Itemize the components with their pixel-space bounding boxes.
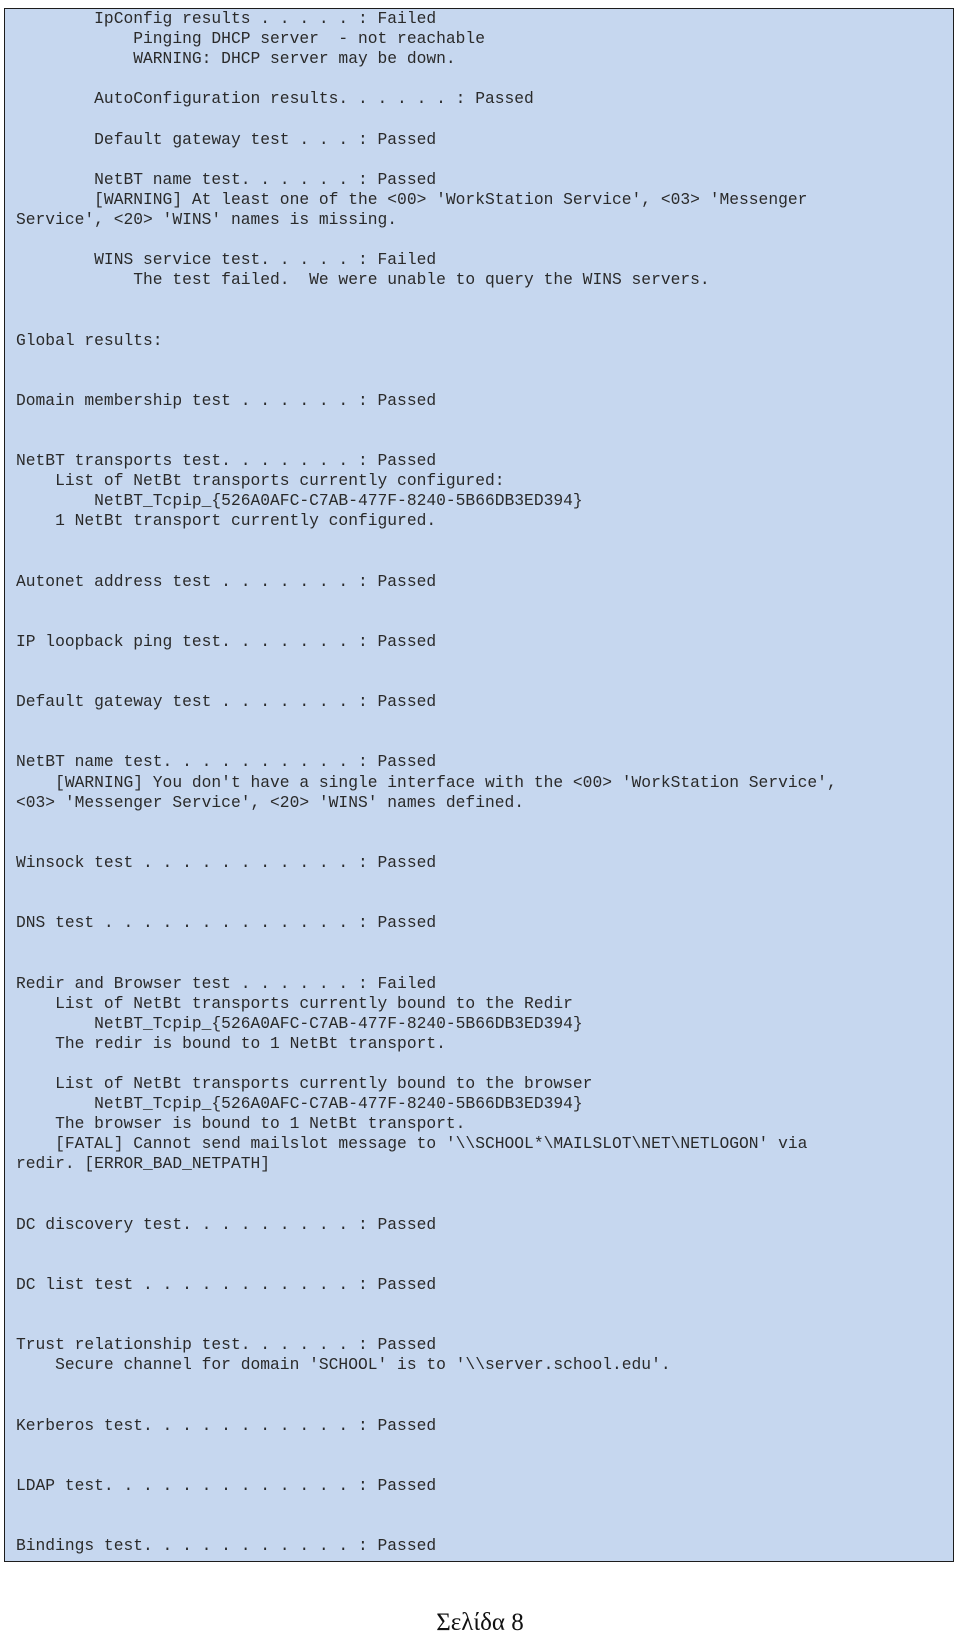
console-line xyxy=(16,371,953,391)
console-line: Autonet address test . . . . . . . : Passed xyxy=(16,571,437,591)
console-line: Service', <20> 'WINS' names is missing. xyxy=(16,209,398,229)
console-line xyxy=(16,1235,953,1255)
console-line: Domain membership test . . . . . . : Passed xyxy=(16,390,437,410)
console-line: DNS test . . . . . . . . . . . . . : Passed xyxy=(16,913,437,933)
console-line xyxy=(16,1295,953,1315)
console-line: Default gateway test . . . . . . . : Passed xyxy=(16,692,437,712)
console-line: LDAP test. . . . . . . . . . . . . : Passed xyxy=(16,1475,437,1495)
console-line: NetBT_Tcpip_{526A0AFC-C7AB-477F-8240-5B66DB3ED394} xyxy=(16,1094,583,1114)
console-line: WINS service test. . . . . : Failed xyxy=(16,250,437,270)
console-line: The redir is bound to 1 NetBt transport. xyxy=(16,1033,446,1053)
console-output-box xyxy=(4,8,954,1562)
console-line xyxy=(16,1315,953,1335)
console-line xyxy=(16,933,953,953)
console-line xyxy=(16,109,953,129)
console-line xyxy=(16,230,953,250)
console-line: Global results: xyxy=(16,330,163,350)
console-line xyxy=(16,431,953,451)
console-line xyxy=(16,150,953,170)
console-line: Default gateway test . . . : Passed xyxy=(16,129,437,149)
page-number: Σελίδα 8 xyxy=(436,1609,524,1636)
console-line xyxy=(16,1255,953,1275)
console-line xyxy=(16,592,953,612)
console-line: List of NetBt transports currently bound to the Redir xyxy=(16,993,573,1013)
console-line xyxy=(16,1375,953,1395)
console-line xyxy=(16,1496,953,1516)
console-line: Secure channel for domain 'SCHOOL' is to '\\server.school.edu'. xyxy=(16,1355,671,1375)
console-line: Bindings test. . . . . . . . . . . : Passed xyxy=(16,1536,437,1556)
console-line: Pinging DHCP server - not reachable xyxy=(16,29,485,49)
console-line: Trust relationship test. . . . . . : Passed xyxy=(16,1335,437,1355)
console-output-text xyxy=(5,9,953,1556)
console-line xyxy=(16,893,953,913)
console-line: NetBT name test. . . . . . : Passed xyxy=(16,169,437,189)
console-line: Redir and Browser test . . . . . . : Failed xyxy=(16,973,437,993)
console-line: DC list test . . . . . . . . . . . : Passed xyxy=(16,1274,437,1294)
console-line: IpConfig results . . . . . : Failed xyxy=(16,9,437,28)
console-line: IP loopback ping test. . . . . . . : Passed xyxy=(16,631,437,651)
console-line: <03> 'Messenger Service', <20> 'WINS' names defined. xyxy=(16,792,525,812)
console-line: Kerberos test. . . . . . . . . . . : Passed xyxy=(16,1415,437,1435)
console-line: NetBT_Tcpip_{526A0AFC-C7AB-477F-8240-5B66DB3ED394} xyxy=(16,1013,583,1033)
console-line: The test failed. We were unable to query the WINS servers. xyxy=(16,270,710,290)
console-line xyxy=(16,672,953,692)
console-line: [FATAL] Cannot send mailslot message to '\\SCHOOL*\MAILSLOT\NET\NETLOGON' via xyxy=(16,1134,808,1154)
console-line: NetBT_Tcpip_{526A0AFC-C7AB-477F-8240-5B66DB3ED394} xyxy=(16,491,583,511)
console-line: WARNING: DHCP server may be down. xyxy=(16,49,456,69)
console-line xyxy=(16,1395,953,1415)
console-line xyxy=(16,732,953,752)
console-line: [WARNING] At least one of the <00> 'WorkStation Service', <03> 'Messenger xyxy=(16,189,808,209)
console-line: NetBT name test. . . . . . . . . . : Passed xyxy=(16,752,437,772)
console-line: 1 NetBt transport currently configured. xyxy=(16,511,437,531)
console-line: DC discovery test. . . . . . . . . : Passed xyxy=(16,1214,437,1234)
console-line: List of NetBt transports currently configured: xyxy=(16,471,505,491)
console-line: List of NetBt transports currently bound to the browser xyxy=(16,1073,593,1093)
console-line xyxy=(16,833,953,853)
console-line xyxy=(16,652,953,672)
console-line xyxy=(16,290,953,310)
console-line xyxy=(16,69,953,89)
console-line xyxy=(16,873,953,893)
console-line xyxy=(16,411,953,431)
console-line xyxy=(16,351,953,371)
console-line xyxy=(16,552,953,572)
console-line: Winsock test . . . . . . . . . . . : Passed xyxy=(16,852,437,872)
console-line xyxy=(16,310,953,330)
console-line xyxy=(16,1516,953,1536)
console-line: redir. [ERROR_BAD_NETPATH] xyxy=(16,1154,271,1174)
console-line: [WARNING] You don't have a single interface with the <00> 'WorkStation Service', xyxy=(16,772,837,792)
console-line xyxy=(16,531,953,551)
console-line xyxy=(16,612,953,632)
console-line xyxy=(16,1456,953,1476)
console-line xyxy=(16,1195,953,1215)
console-line: NetBT transports test. . . . . . . : Passed xyxy=(16,451,437,471)
console-line xyxy=(16,953,953,973)
console-line xyxy=(16,1174,953,1194)
console-line xyxy=(16,813,953,833)
console-line: The browser is bound to 1 NetBt transport. xyxy=(16,1114,466,1134)
console-line xyxy=(16,712,953,732)
console-line xyxy=(16,1436,953,1456)
console-line: AutoConfiguration results. . . . . . : Passed xyxy=(16,89,534,109)
console-line xyxy=(16,1054,953,1074)
